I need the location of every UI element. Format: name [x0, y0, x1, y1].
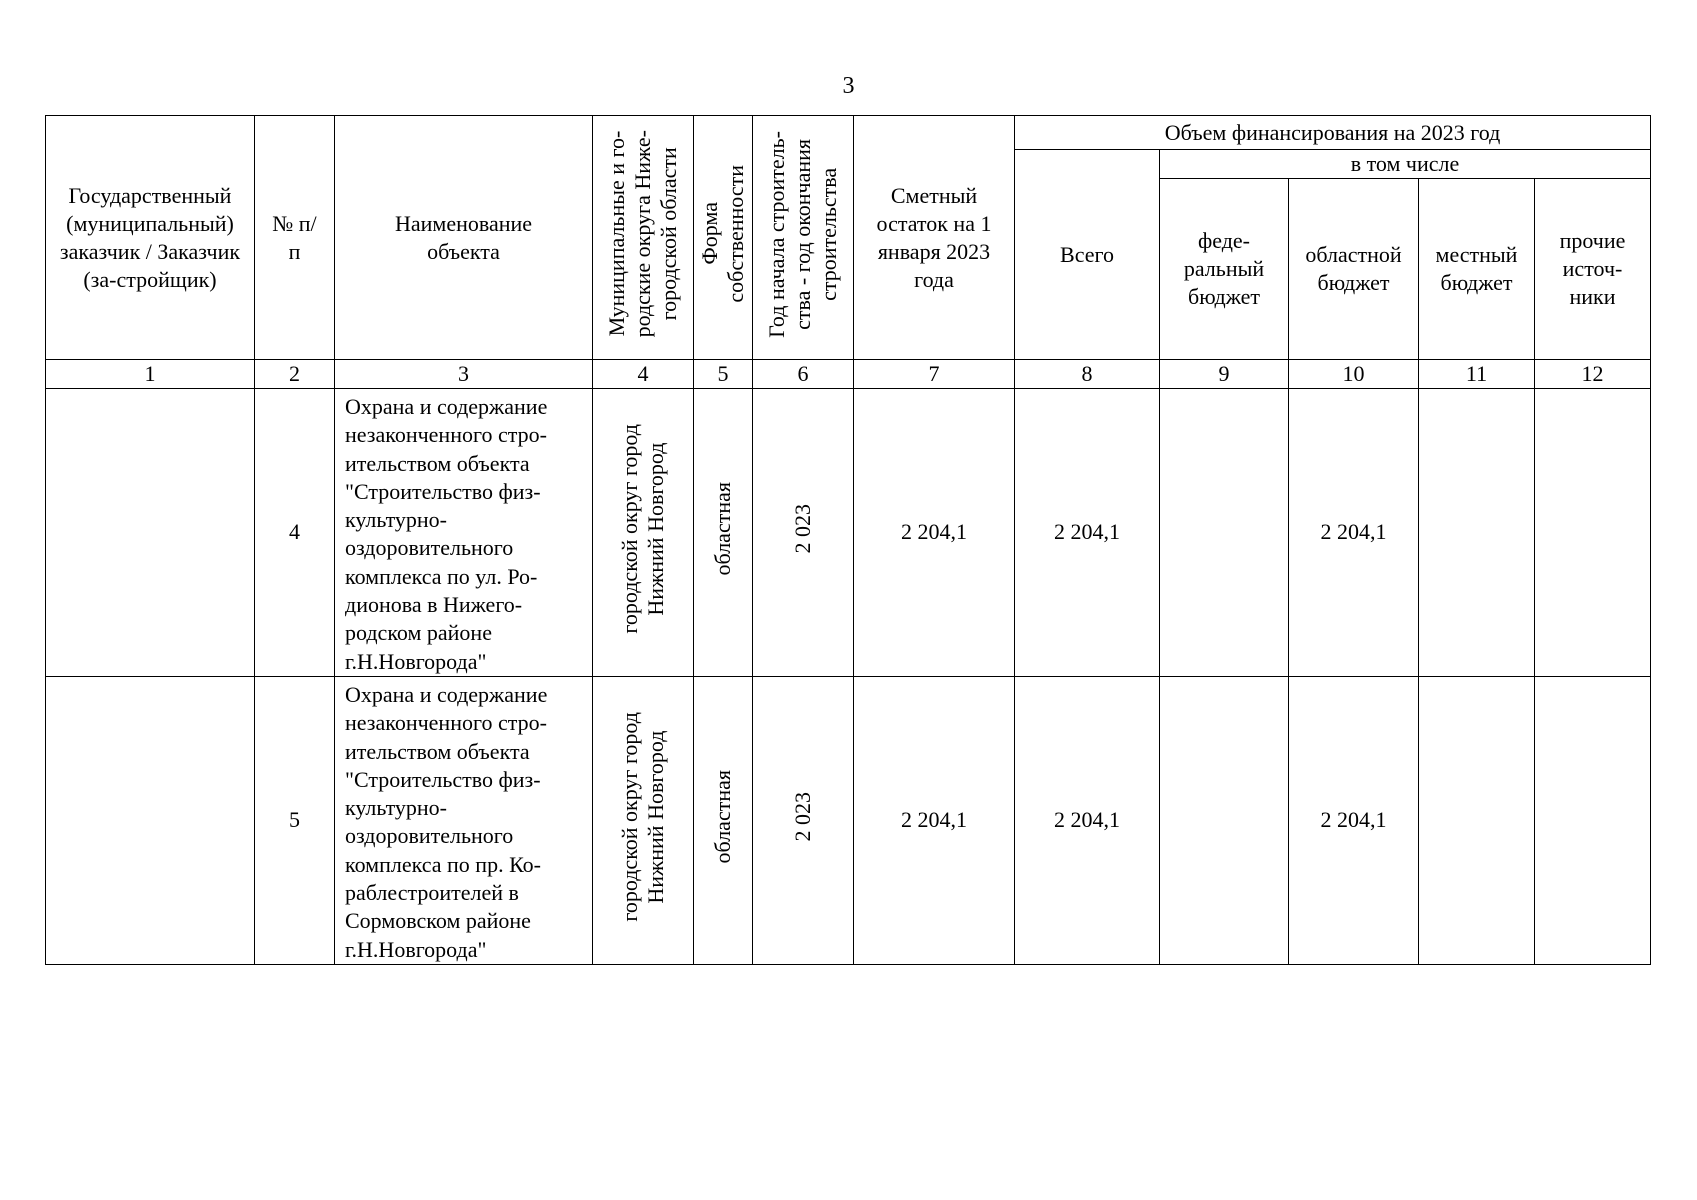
- cell-municipality: городской округ город Нижний Новгород: [593, 389, 694, 677]
- header-including: в том числе: [1160, 150, 1651, 179]
- cell-customer: [46, 389, 255, 677]
- cell-years: 2 023: [753, 676, 854, 964]
- header-ownership: Форма собственности: [694, 116, 753, 360]
- cell-ownership: областная: [694, 389, 753, 677]
- column-number: 8: [1015, 360, 1160, 389]
- cell-federal: [1160, 676, 1289, 964]
- column-number: 1: [46, 360, 255, 389]
- column-number: 4: [593, 360, 694, 389]
- cell-years: 2 023: [753, 389, 854, 677]
- cell-total: 2 204,1: [1015, 676, 1160, 964]
- header-total: Всего: [1015, 150, 1160, 360]
- cell-num: 4: [255, 389, 335, 677]
- header-municipality: Муниципальные и го- родские округа Ниже- городской области: [593, 116, 694, 360]
- column-number: 3: [335, 360, 593, 389]
- cell-other: [1535, 389, 1651, 677]
- cell-ownership: областная: [694, 676, 753, 964]
- cell-other: [1535, 676, 1651, 964]
- header-num: № п/п: [255, 116, 335, 360]
- cell-local: [1419, 676, 1535, 964]
- column-number: 11: [1419, 360, 1535, 389]
- column-number: 5: [694, 360, 753, 389]
- header-customer: Государственный (муниципальный) заказчик / Заказчик (за-стройщик): [46, 116, 255, 360]
- page-number: 3: [842, 73, 855, 99]
- cell-regional: 2 204,1: [1289, 389, 1419, 677]
- column-number: 6: [753, 360, 854, 389]
- column-number: 9: [1160, 360, 1289, 389]
- header-years: Год начала строитель- ства - год окончания строительства: [753, 116, 854, 360]
- financing-table: [45, 115, 1651, 965]
- header-federal: феде- ральный бюджет: [1160, 179, 1289, 360]
- column-number-row: [46, 360, 1651, 389]
- header-estimate: Сметный остаток на 1 января 2023 года: [854, 116, 1015, 360]
- header-other: прочие источ- ники: [1535, 179, 1651, 360]
- cell-local: [1419, 389, 1535, 677]
- cell-estimate: 2 204,1: [854, 676, 1015, 964]
- cell-estimate: 2 204,1: [854, 389, 1015, 677]
- header-regional: областной бюджет: [1289, 179, 1419, 360]
- cell-regional: 2 204,1: [1289, 676, 1419, 964]
- header-local: местный бюджет: [1419, 179, 1535, 360]
- table-row: [46, 676, 1651, 964]
- cell-object-name: Охрана и содержание незаконченного стро- ительством объекта "Строительство физ- культурно- оздоровительного комплекса по ул. Ро- дионова в Нижего- родском районе г.Н.Новгорода": [335, 389, 593, 677]
- column-number: 10: [1289, 360, 1419, 389]
- cell-object-name: Охрана и содержание незаконченного стро- ительством объекта "Строительство физ- культурно- оздоровительного комплекса по пр. Ко- раблестроителей в Сормовском районе г.Н.Новгорода": [335, 676, 593, 964]
- cell-total: 2 204,1: [1015, 389, 1160, 677]
- header-object-name: Наименование объекта: [335, 116, 593, 360]
- cell-num: 5: [255, 676, 335, 964]
- column-number: 2: [255, 360, 335, 389]
- table-row: [46, 389, 1651, 677]
- column-number: 7: [854, 360, 1015, 389]
- header-funding: Объем финансирования на 2023 год: [1015, 116, 1651, 150]
- cell-municipality: городской округ город Нижний Новгород: [593, 676, 694, 964]
- column-number: 12: [1535, 360, 1651, 389]
- cell-customer: [46, 676, 255, 964]
- cell-federal: [1160, 389, 1289, 677]
